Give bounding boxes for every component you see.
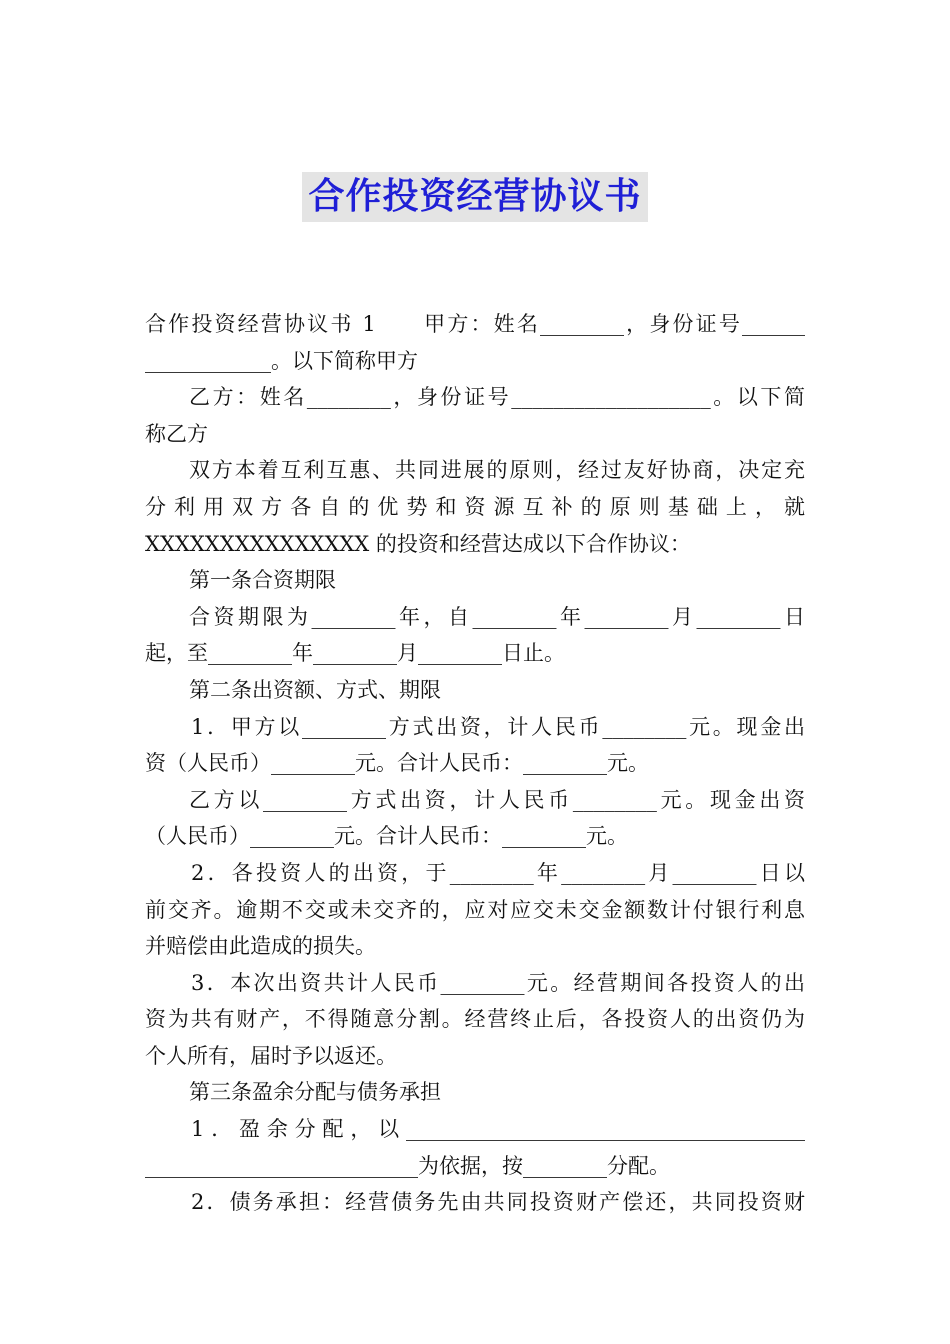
body-line: 称乙方 (145, 421, 208, 446)
body-line: 双方本着互利互惠、共同进展的原则，经过友好协商，决定充 (189, 458, 805, 483)
body-line: 起，至________年________月________日止。 (145, 641, 565, 666)
document-title: 合作投资经营协议书 (302, 172, 647, 222)
body-line: 3．本次出资共计人民币________元。经营期间各投资人的出 (191, 970, 805, 995)
body-line: __________________________为依据，按________分配。 (145, 1153, 670, 1178)
body-line: 个人所有，届时予以返还。 (145, 1043, 397, 1068)
body-line: 第二条出资额、方式、期限 (189, 677, 441, 702)
body-line: 第一条合资期限 (189, 568, 336, 593)
body-line: 前交齐。逾期不交或未交齐的，应对应交未交金额数计付银行利息 (145, 897, 805, 922)
body-line: 2．各投资人的出资，于________年________月________日以 (191, 860, 805, 885)
body-line: 1．盈余分配，以______________________________________ (191, 1117, 805, 1142)
document-body (145, 306, 805, 1221)
body-line: XXXXXXXXXXXXXXX 的投资和经营达成以下合作协议： (145, 531, 691, 556)
body-line: 资为共有财产，不得随意分割。经营终止后，各投资人的出资仍为 (145, 1007, 805, 1032)
body-line: 合作投资经营协议书 1 甲方：姓名________，身份证号______ (145, 312, 805, 336)
body-line: 1．甲方以________方式出资，计人民币________元。现金出 (191, 714, 805, 739)
body-line: 2．债务承担：经营债务先由共同投资财产偿还，共同投资财 (191, 1190, 805, 1215)
body-line: 并赔偿由此造成的损失。 (145, 934, 376, 959)
body-line: 乙方：姓名________，身份证号___________________。以下简 (189, 385, 805, 410)
body-line: 合资期限为________年，自________年________月________日 (189, 604, 805, 629)
body-line: ____________。以下简称甲方 (145, 348, 418, 373)
body-line: （人民币）________元。合计人民币：________元。 (145, 824, 628, 849)
body-line: 第三条盈余分配与债务承担 (189, 1080, 441, 1105)
body-line: 乙方以________方式出资，计人民币________元。现金出资 (189, 787, 805, 812)
body-line: 分利用双方各自的优势和资源互补的原则基础上，就 (145, 494, 805, 519)
title-container (0, 172, 950, 222)
body-line: 资（人民币）________元。合计人民币：________元。 (145, 751, 649, 776)
